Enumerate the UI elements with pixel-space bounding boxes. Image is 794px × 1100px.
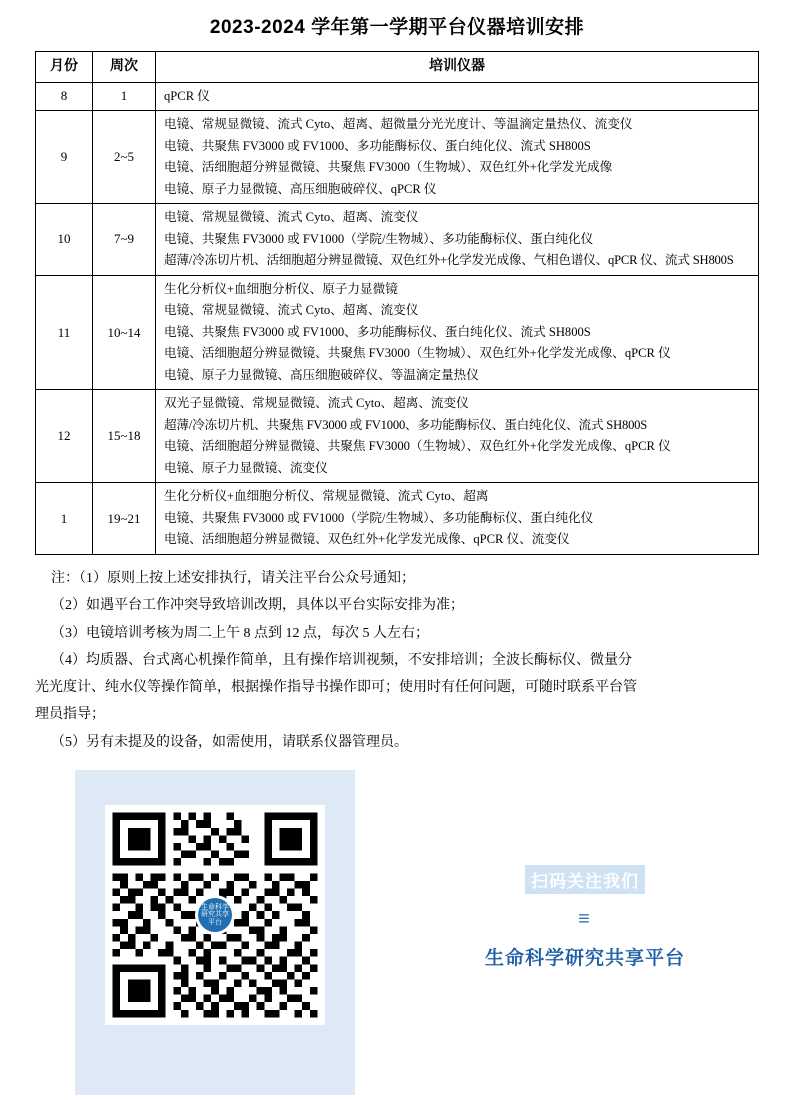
cell-items (156, 390, 759, 483)
cell-month: 1 (36, 483, 93, 555)
table-header-row (36, 52, 759, 83)
platform-name-label: 生命科学研究共享平台 (484, 948, 685, 970)
cell-week: 2~5 (93, 111, 156, 204)
training-schedule-table (35, 51, 759, 555)
qr-logo-text: 生命科学研究共享平台 (198, 898, 232, 932)
column-header-month: 月份 (36, 52, 93, 83)
item-line: 电镜、共聚焦 FV3000 或 FV1000、多功能酶标仪、蛋白纯化仪、流式 SH800S (164, 324, 591, 339)
item-line: 电镜、共聚焦 FV3000 或 FV1000（学院/生物城）、多功能酶标仪、蛋白纯化仪 (164, 510, 594, 525)
table-row (36, 275, 759, 390)
column-header-items: 培训仪器 (156, 52, 759, 83)
item-line: 电镜、常规显微镜、流式 Cyto、超离、流变仪 (164, 210, 419, 225)
table-row (36, 390, 759, 483)
table-row (36, 204, 759, 276)
item-line: 双光子显微镜、常规显微镜、流式 Cyto、超离、流变仪 (164, 396, 469, 411)
item-line: 超薄/冷冻切片机、共聚焦 FV3000 或 FV1000、多功能酶标仪、蛋白纯化仪、流式 SH800S (164, 417, 648, 432)
follow-us-label: 扫码关注我们 (525, 865, 645, 894)
wechat-icon: ≡ (578, 908, 592, 931)
page-title: 2023-2024 学年第一学期平台仪器培训安排 (209, 17, 585, 38)
table-body (36, 82, 759, 554)
cell-week: 10~14 (93, 275, 156, 390)
cell-week: 19~21 (93, 483, 156, 555)
note-item: （2）如遇平台工作冲突导致培训改期，具体以平台实际安排为准； (51, 598, 464, 614)
table-header (36, 52, 759, 83)
item-line: 电镜、原子力显微镜、流变仪 (164, 460, 328, 475)
note-item-continuation: 光光度计、纯水仪等操作简单，根据操作指导书操作即可；使用时有任何问题，可随时联系平台管 (35, 680, 637, 696)
cell-week: 7~9 (93, 204, 156, 276)
cell-month: 9 (36, 111, 93, 204)
item-line: 电镜、常规显微镜、流式 Cyto、超离、流变仪 (164, 303, 419, 318)
note-item: 注：（1）原则上按上述安排执行，请关注平台公众号通知； (51, 571, 415, 586)
item-line: 电镜、共聚焦 FV3000 或 FV1000（学院/生物城）、多功能酶标仪、蛋白纯化仪 (164, 231, 594, 246)
item-line: 电镜、原子力显微镜、高压细胞破碎仪、等温滴定量热仪 (164, 367, 479, 382)
item-line: 电镜、原子力显微镜、高压细胞破碎仪、qPCR 仪 (164, 181, 437, 196)
item-line: 超薄/冷冻切片机、活细胞超分辨显微镜、双色红外+化学发光成像、气相色谱仪、qPCR 仪、流式 SH800S (164, 253, 734, 268)
notes-section (35, 565, 759, 756)
cell-week: 1 (93, 82, 156, 111)
table-row (36, 111, 759, 204)
item-line: 电镜、共聚焦 FV3000 或 FV1000、多功能酶标仪、蛋白纯化仪、流式 SH800S (164, 138, 591, 153)
cell-week: 15~18 (93, 390, 156, 483)
qr-section (35, 770, 759, 1100)
qr-code-image[interactable] (105, 805, 325, 1025)
qr-side-text (435, 865, 735, 970)
table-row (36, 82, 759, 111)
item-line: 生化分析仪+血细胞分析仪、原子力显微镜 (164, 281, 398, 296)
item-line: 电镜、常规显微镜、流式 Cyto、超离、超微量分光光度计、等温滴定量热仪、流变仪 (164, 117, 633, 132)
qr-center-logo (195, 895, 235, 935)
item-line: 电镜、活细胞超分辨显微镜、共聚焦 FV3000（生物城）、双色红外+化学发光成像、qPCR 仪 (164, 439, 671, 454)
cell-items (156, 111, 759, 204)
note-item: （3）电镜培训考核为周二上午 8 点到 12 点，每次 5 人左右； (51, 625, 429, 641)
item-line: qPCR 仪 (164, 88, 210, 103)
cell-month: 8 (36, 82, 93, 111)
item-line: 电镜、活细胞超分辨显微镜、共聚焦 FV3000（生物城）、双色红外+化学发光成像、qPCR 仪 (164, 346, 671, 361)
cell-month: 12 (36, 390, 93, 483)
cell-items (156, 82, 759, 111)
note-item: （4）均质器、台式离心机操作简单，且有操作培训视频，不安排培训；全波长酶标仪、微量分 (51, 652, 632, 668)
item-line: 生化分析仪+血细胞分析仪、常规显微镜、流式 Cyto、超离 (164, 489, 489, 504)
note-item: （5）另有未提及的设备，如需使用，请联系仪器管理员。 (51, 734, 408, 750)
column-header-week: 周次 (93, 52, 156, 83)
item-line: 电镜、活细胞超分辨显微镜、双色红外+化学发光成像、qPCR 仪、流变仪 (164, 532, 570, 547)
cell-items (156, 204, 759, 276)
note-item-continuation: 理员指导； (35, 707, 105, 723)
cell-month: 11 (36, 275, 93, 390)
cell-items (156, 275, 759, 390)
table-row (36, 483, 759, 555)
item-line: 电镜、活细胞超分辨显微镜、共聚焦 FV3000（生物城）、双色红外+化学发光成像 (164, 160, 613, 175)
cell-month: 10 (36, 204, 93, 276)
cell-items (156, 483, 759, 555)
